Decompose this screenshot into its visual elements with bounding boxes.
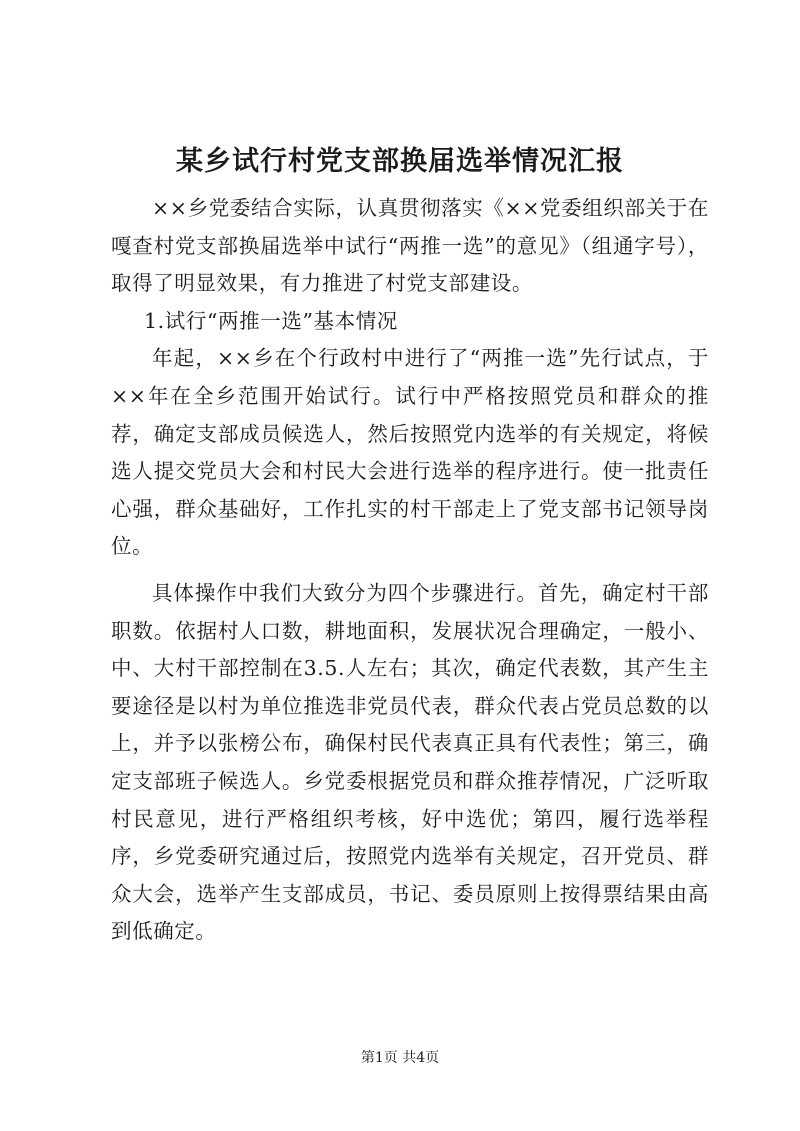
page-number: 第1页 共4页 (360, 1050, 440, 1066)
document-body (111, 190, 709, 951)
paragraph-spacer (111, 566, 709, 575)
intro-paragraph: ××乡党委结合实际，认真贯彻落实《××党委组织部关于在嘎查村党支部换届选举中试行“两推一选”的意见》（组通字号），取得了明显效果，有力推进了村党支部建设。 (111, 196, 709, 296)
body-paragraph-2: 具体操作中我们大致分为四个步骤进行。首先，确定村干部职数。依据村人口数，耕地面积，发展状况合理确定，一般小、中、大村干部控制在3.5.人左右；其次，确定代表数，其产生主要途径是以村为单位推选非党员代表，群众代表占党员总数的以上，并予以张榜公布，确保村民代表真正具有代表性；第三，确定支部班子候选人。乡党委根据党员和群众推荐情况，广泛听取村民意见，进行严格组织考核，好中选优；第四，履行选举程序，乡党委研究通过后，按照党内选举有关规定，召开党员、群众大会，选举产生支部成员，书记、委员原则上按得票结果由高到低确定。 (111, 580, 709, 944)
body-paragraph-1: 年起，××乡在个行政村中进行了“两推一选”先行试点，于××年在全乡范围开始试行。试行中严格按照党员和群众的推荐，确定支部成员候选人，然后按照党内选举的有关规定，将候选人提交党员大会和村民大会进行选举的程序进行。使一批责任心强，群众基础好，工作扎实的村干部走上了党支部书记领导岗位。 (111, 346, 709, 559)
section-heading: 1.试行“两推一选”基本情况 (144, 308, 398, 333)
document-title: 某乡试行村党支部换届选举情况汇报 (176, 146, 624, 177)
